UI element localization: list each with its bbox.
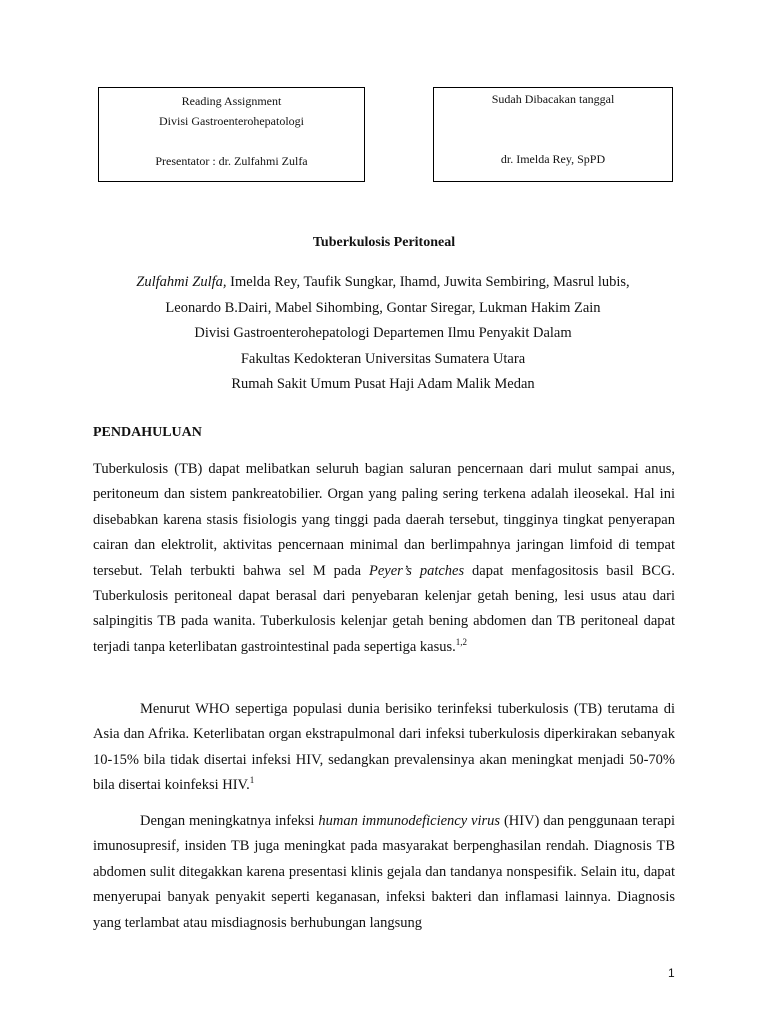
author-block — [88, 270, 678, 398]
read-date-box — [433, 87, 673, 182]
reading-assignment-box — [98, 87, 365, 182]
paragraph-2-reference: 1 — [249, 775, 255, 786]
paragraph-1-italic: Peyer’s patches — [368, 562, 465, 579]
affiliation-faculty: Fakultas Kedokteran Universitas Sumatera Utara — [240, 350, 526, 367]
authors-line1 — [88, 270, 678, 296]
authors-line2: Leonardo B.Dairi, Mabel Sihombing, Gontar Siregar, Lukman Hakim Zain — [165, 299, 601, 316]
box-left-line1: Reading Assignment — [181, 94, 282, 108]
paragraph-1-reference: 1,2 — [455, 637, 468, 648]
box-left-line3: Presentator : dr. Zulfahmi Zulfa — [155, 154, 308, 168]
paragraph-3-part1: Dengan meningkatnya infeksi — [140, 813, 319, 829]
paragraph-2-text: Menurut WHO sepertiga populasi dunia berisiko terinfeksi tuberkulosis (TB) terutama di Asia dan Afrika. Keterlibatan organ ekstrapulmonal dari infeksi tuberkulosis diperkirakan sebanyak 10-15% bila tidak disertai infeksi HIV, sedangkan prevalensinya akan meningkat menjadi 50-70% bila disertai koinfeksi HIV. — [93, 701, 675, 794]
authors-line1-rest: Imelda Rey, Taufik Sungkar, Ihamd, Juwita Sembiring, Masrul lubis, — [226, 274, 630, 290]
section-heading: PENDAHULUAN — [93, 425, 202, 440]
paragraph-1 — [93, 457, 675, 660]
first-author: Zulfahmi Zulfa, — [136, 274, 227, 290]
paragraph-2 — [93, 697, 675, 799]
box-right-line1: Sudah Dibacakan tanggal — [491, 92, 615, 106]
affiliation-hospital: Rumah Sakit Umum Pusat Haji Adam Malik Medan — [231, 376, 535, 392]
paragraph-3 — [93, 809, 675, 936]
page-number: 1 — [668, 966, 675, 980]
paragraph-3-italic: human immunodeficiency virus — [318, 813, 501, 829]
document-title: Tuberkulosis Peritoneal — [312, 235, 456, 250]
paragraph-1-part1: Tuberkulosis (TB) dapat melibatkan seluruh bagian saluran pencernaan dari mulut sampai anus, peritoneum dan sistem pankreatobilier. Organ yang paling sering terkena adalah ileosekal. Hal ini disebabkan karena stasis fisiologis yang tinggi pada daerah tersebut, tingginya tingkat penyerapan cairan dan elektrolit, aktivitas pencernaan minimal dan berlimpahnya jaringan limfoid di tempat tersebut. Telah terbukti bahwa sel M pada — [93, 461, 675, 579]
box-right-line2: dr. Imelda Rey, SpPD — [500, 152, 606, 166]
paragraph-1-part2: dapat menfagositosis basil BCG. Tuberkulosis peritoneal dapat berasal dari penyebaran kelenjar getah bening, lesi usus atau dari salpingitis TB pada wanita. Tuberkulosis kelenjar getah bening abdomen dan TB peritoneal dapat terjadi tanpa keterlibatan gastrointestinal pada sepertiga kasus. — [93, 562, 675, 655]
affiliation-department: Divisi Gastroenterohepatologi Departemen Ilmu Penyakit Dalam — [194, 325, 572, 341]
paragraph-3-part2: (HIV) dan penggunaan terapi imunosupresif, insiden TB juga meningkat pada masyarakat berpenghasilan rendah. Diagnosis TB abdomen sulit ditegakkan karena presentasi klinis gejala dan tandanya nonspesifik. Selain itu, dapat menyerupai banyak penyakit seperti keganasan, infeksi bakteri dan inflamasi lainnya. Diagnosis yang terlambat atau misdiagnosis berhubungan langsung — [93, 813, 675, 931]
box-left-line2: Divisi Gastroenterohepatologi — [159, 114, 304, 128]
